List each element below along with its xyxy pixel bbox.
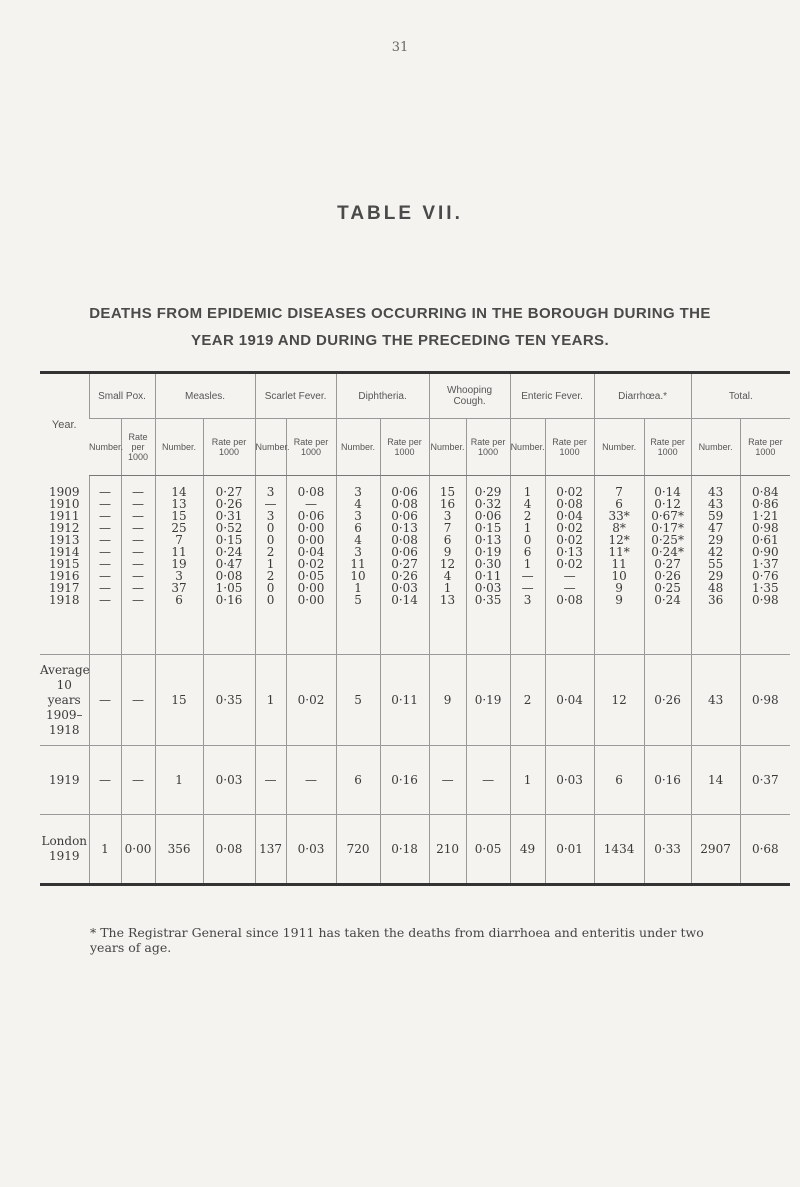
table-cell: 0·03 xyxy=(203,746,255,815)
row-label-line: 1909– xyxy=(45,707,83,722)
table-cell: 0·26 xyxy=(380,570,429,582)
table-cell: 0·08 xyxy=(380,534,429,546)
table-cell: 1 xyxy=(336,582,380,594)
table-cell: 0·30 xyxy=(466,558,510,570)
table-cell: 0·98 xyxy=(740,522,790,534)
table-cell: 0·06 xyxy=(380,546,429,558)
table-cell: 1 xyxy=(510,746,545,815)
table-cell: 0 xyxy=(255,594,286,606)
table-cell: 0·76 xyxy=(740,570,790,582)
number-subheader: Number. xyxy=(89,419,121,476)
table-cell: 16 xyxy=(429,498,466,510)
table-cell: — xyxy=(121,558,155,570)
table-cell: 0·25* xyxy=(644,534,691,546)
number-subheader: Number. xyxy=(510,419,545,476)
number-subheader: Number. xyxy=(155,419,203,476)
table-cell: 0·25 xyxy=(644,582,691,594)
table-cell: 0·03 xyxy=(545,746,594,815)
table-cell: 37 xyxy=(155,582,203,594)
table-cell: 3 xyxy=(429,510,466,522)
table-cell: 0·98 xyxy=(740,655,790,746)
table-cell: 14 xyxy=(155,486,203,498)
table-cell: — xyxy=(89,570,121,582)
table-cell: 0·05 xyxy=(286,570,336,582)
table-cell: 3 xyxy=(155,570,203,582)
table-cell: — xyxy=(89,558,121,570)
table-cell: 13 xyxy=(155,498,203,510)
number-subheader: Number. xyxy=(255,419,286,476)
table-cell: 0·08 xyxy=(545,498,594,510)
table-cell: — xyxy=(255,498,286,510)
table-cell: 0·06 xyxy=(466,510,510,522)
table-cell: — xyxy=(286,746,336,815)
table-cell: 15 xyxy=(155,510,203,522)
table-cell: 3 xyxy=(336,546,380,558)
row-label: 1912 xyxy=(48,521,80,535)
table-cell: 0·26 xyxy=(644,570,691,582)
table-cell: 1 xyxy=(255,655,286,746)
table-cell: 5 xyxy=(336,655,380,746)
table-cell: 3 xyxy=(336,486,380,498)
table-cell: 0·04 xyxy=(286,546,336,558)
row-label-line: London xyxy=(41,834,88,848)
table-cell: 6 xyxy=(594,498,644,510)
table-cell: — xyxy=(89,594,121,606)
rate-subheader: Rate per 1000 xyxy=(644,419,691,476)
row-label-line: Average xyxy=(40,662,90,677)
table-cell: — xyxy=(89,546,121,558)
table-cell: 210 xyxy=(429,815,466,885)
table-row xyxy=(40,594,790,606)
table-cell: 6 xyxy=(510,546,545,558)
rate-subheader: Rate per 1000 xyxy=(203,419,255,476)
table-cell: 0·19 xyxy=(466,546,510,558)
table-cell: 7 xyxy=(594,486,644,498)
group-header-small-pox: Small Pox. xyxy=(89,373,155,419)
table-cell: 0·02 xyxy=(545,534,594,546)
table-cell: 9 xyxy=(429,655,466,746)
table-cell: 3 xyxy=(336,510,380,522)
table-cell: — xyxy=(121,534,155,546)
table-cell: 0·24 xyxy=(644,594,691,606)
table-cell: 3 xyxy=(255,510,286,522)
table-row xyxy=(40,815,790,885)
table-cell: 0·52 xyxy=(203,522,255,534)
table-cell: 13 xyxy=(429,594,466,606)
rate-subheader: Rate per 1000 xyxy=(545,419,594,476)
table-cell: 4 xyxy=(510,498,545,510)
table-cell: 6 xyxy=(594,746,644,815)
table-subtitle: DEATHS FROM EPIDEMIC DISEASES OCCURRING IN THE BOROUGH DURING THE YEAR 1919 AND DURING THE PRECEDING TEN YEARS. xyxy=(89,305,711,349)
row-label: 1918 xyxy=(48,593,80,607)
table-cell: 43 xyxy=(691,655,740,746)
table-cell: 33* xyxy=(594,510,644,522)
table-cell: 0·33 xyxy=(644,815,691,885)
table-cell: 0·00 xyxy=(286,582,336,594)
table-cell: 0 xyxy=(255,582,286,594)
table-cell: 2 xyxy=(510,655,545,746)
table-cell: 43 xyxy=(691,498,740,510)
table-cell: 2 xyxy=(255,546,286,558)
table-cell: 0·00 xyxy=(286,534,336,546)
table-cell: 6 xyxy=(336,746,380,815)
table-cell: 10 xyxy=(336,570,380,582)
table-row xyxy=(40,746,790,815)
table-cell: 5 xyxy=(336,594,380,606)
table-cell: 0·16 xyxy=(203,594,255,606)
table-cell: 29 xyxy=(691,570,740,582)
table-cell: 15 xyxy=(155,655,203,746)
row-label: 1910 xyxy=(48,497,80,511)
table-cell: 25 xyxy=(155,522,203,534)
row-label: 1919 xyxy=(40,746,89,815)
table-cell: 0·00 xyxy=(286,522,336,534)
table-cell: 0·03 xyxy=(380,582,429,594)
table-cell: 0·32 xyxy=(466,498,510,510)
rate-subheader: Rate per 1000 xyxy=(466,419,510,476)
table-cell: 14 xyxy=(691,746,740,815)
table-cell: 15 xyxy=(429,486,466,498)
table-cell: 0·26 xyxy=(203,498,255,510)
table-cell: 0·68 xyxy=(740,815,790,885)
table-cell: 0·08 xyxy=(380,498,429,510)
table-cell: 3 xyxy=(255,486,286,498)
table-cell: 9 xyxy=(429,546,466,558)
table-cell: 4 xyxy=(429,570,466,582)
table-cell: 0·03 xyxy=(286,815,336,885)
table-cell: 36 xyxy=(691,594,740,606)
table-cell: 1 xyxy=(155,746,203,815)
table-cell: 42 xyxy=(691,546,740,558)
table-cell: 11 xyxy=(594,558,644,570)
group-header-total: Total. xyxy=(691,373,790,419)
table-cell: 0·02 xyxy=(545,522,594,534)
row-label: 1911 xyxy=(48,509,80,523)
table-cell: 0·00 xyxy=(286,594,336,606)
row-label-line: 1918 xyxy=(48,722,80,737)
table-cell: 0·00 xyxy=(121,815,155,885)
table-cell: 3 xyxy=(510,594,545,606)
table-cell: — xyxy=(121,546,155,558)
table-cell: 0·13 xyxy=(545,546,594,558)
table-cell: 1 xyxy=(255,558,286,570)
table-cell: 720 xyxy=(336,815,380,885)
row-label: 1916 xyxy=(48,569,80,583)
table-cell: 0·04 xyxy=(545,510,594,522)
table-cell: 0·24* xyxy=(644,546,691,558)
table-cell: — xyxy=(89,522,121,534)
table-cell: — xyxy=(89,486,121,498)
group-header-scarlet-fever: Scarlet Fever. xyxy=(255,373,336,419)
table-cell: 0·47 xyxy=(203,558,255,570)
table-cell: 29 xyxy=(691,534,740,546)
table-cell: 11 xyxy=(336,558,380,570)
table-cell: 7 xyxy=(155,534,203,546)
table-cell: 49 xyxy=(510,815,545,885)
number-subheader: Number. xyxy=(336,419,380,476)
table-cell: — xyxy=(255,746,286,815)
table-cell: 48 xyxy=(691,582,740,594)
table-cell: 2907 xyxy=(691,815,740,885)
table-cell: — xyxy=(121,582,155,594)
row-label-line: 1919 xyxy=(48,849,80,863)
table-cell: — xyxy=(121,594,155,606)
number-subheader: Number. xyxy=(691,419,740,476)
table-cell: 0·29 xyxy=(466,486,510,498)
group-header-whooping-cough: Whooping Cough. xyxy=(429,373,510,419)
table-cell: 0·61 xyxy=(740,534,790,546)
table-cell: 0·13 xyxy=(380,522,429,534)
table-cell: — xyxy=(121,486,155,498)
table-title: TABLE VII. xyxy=(337,203,463,224)
table-cell: 0·35 xyxy=(203,655,255,746)
row-label: 1913 xyxy=(48,533,80,547)
table-cell: — xyxy=(286,498,336,510)
table-cell: — xyxy=(545,570,594,582)
table-cell: 1·37 xyxy=(740,558,790,570)
row-label-line: 10 years xyxy=(47,677,81,707)
table-cell: 47 xyxy=(691,522,740,534)
table-cell: 0·02 xyxy=(286,655,336,746)
epidemic-deaths-table xyxy=(40,371,790,886)
row-label xyxy=(40,815,89,885)
group-header-enteric-fever: Enteric Fever. xyxy=(510,373,594,419)
table-cell: 9 xyxy=(594,594,644,606)
table-cell: — xyxy=(510,582,545,594)
table-cell: — xyxy=(466,746,510,815)
table-cell: — xyxy=(89,655,121,746)
table-cell: 0·04 xyxy=(545,655,594,746)
table-cell: 43 xyxy=(691,486,740,498)
table-row xyxy=(40,655,790,746)
table-cell: — xyxy=(429,746,466,815)
table-cell: 12 xyxy=(429,558,466,570)
table-cell: 0·17* xyxy=(644,522,691,534)
rate-subheader: Rate per 1000 xyxy=(121,419,155,476)
table-cell: 0·08 xyxy=(286,486,336,498)
table-cell: 0·90 xyxy=(740,546,790,558)
table-cell: — xyxy=(89,498,121,510)
table-cell: 1·21 xyxy=(740,510,790,522)
table-cell: 0·06 xyxy=(380,486,429,498)
table-cell: 1 xyxy=(429,582,466,594)
table-cell: 1 xyxy=(510,522,545,534)
table-cell: 0·98 xyxy=(740,594,790,606)
table-cell: 0·27 xyxy=(644,558,691,570)
table-cell: — xyxy=(510,570,545,582)
table-cell: 0·16 xyxy=(380,746,429,815)
number-subheader: Number. xyxy=(429,419,466,476)
table-cell: — xyxy=(121,522,155,534)
table-cell: — xyxy=(89,582,121,594)
table-cell: 0·15 xyxy=(203,534,255,546)
page-number: 31 xyxy=(391,40,409,55)
rate-subheader: Rate per 1000 xyxy=(286,419,336,476)
row-label: 1915 xyxy=(48,557,80,571)
table-cell: 1 xyxy=(510,486,545,498)
table-cell: — xyxy=(121,570,155,582)
table-cell: 0·16 xyxy=(644,746,691,815)
table-cell: 0·11 xyxy=(380,655,429,746)
table-cell: 0·12 xyxy=(644,498,691,510)
table-cell: — xyxy=(89,746,121,815)
table-cell: 0·05 xyxy=(466,815,510,885)
table-cell: 0·02 xyxy=(286,558,336,570)
table-cell: — xyxy=(121,510,155,522)
table-cell: 4 xyxy=(336,534,380,546)
rate-subheader: Rate per 1000 xyxy=(740,419,790,476)
table-cell: 0·14 xyxy=(644,486,691,498)
table-cell: 0·27 xyxy=(203,486,255,498)
table-cell: 0·01 xyxy=(545,815,594,885)
table-cell: — xyxy=(121,655,155,746)
table-cell: 0·02 xyxy=(545,486,594,498)
footnote: * The Registrar General since 1911 has taken the deaths from diarrhoea and enteritis under two years of age. xyxy=(90,925,704,955)
table-cell: 1·05 xyxy=(203,582,255,594)
table-cell: 0·67* xyxy=(644,510,691,522)
table-cell: 0·08 xyxy=(203,815,255,885)
table-cell: 2 xyxy=(510,510,545,522)
table-cell: 1·35 xyxy=(740,582,790,594)
table-cell: 0·84 xyxy=(740,486,790,498)
table-cell: 0·35 xyxy=(466,594,510,606)
table-cell: 55 xyxy=(691,558,740,570)
table-cell: 0 xyxy=(255,534,286,546)
table-cell: 0·31 xyxy=(203,510,255,522)
table-cell: 19 xyxy=(155,558,203,570)
table-cell: 0·14 xyxy=(380,594,429,606)
group-header-diphtheria: Diphtheria. xyxy=(336,373,429,419)
table-cell: 0·27 xyxy=(380,558,429,570)
table-cell: 0·37 xyxy=(740,746,790,815)
table-cell: — xyxy=(89,510,121,522)
table-cell: — xyxy=(545,582,594,594)
table-cell: 0·08 xyxy=(545,594,594,606)
table-cell: 0·15 xyxy=(466,522,510,534)
year-header: Year. xyxy=(40,373,89,476)
table-cell: 0·06 xyxy=(286,510,336,522)
row-label: 1914 xyxy=(48,545,80,559)
table-cell: — xyxy=(121,498,155,510)
group-header-diarrhoea: Diarrhœa.* xyxy=(594,373,691,419)
table-cell: 0·03 xyxy=(466,582,510,594)
table-cell: — xyxy=(89,534,121,546)
table-cell: 356 xyxy=(155,815,203,885)
table-cell: 0·86 xyxy=(740,498,790,510)
table-cell: 0·18 xyxy=(380,815,429,885)
table-cell: 0·13 xyxy=(466,534,510,546)
row-label xyxy=(40,655,89,746)
row-label: 1917 xyxy=(48,581,80,595)
table-cell: 12 xyxy=(594,655,644,746)
table-cell: 0·24 xyxy=(203,546,255,558)
table-cell: 10 xyxy=(594,570,644,582)
table-cell: 0·11 xyxy=(466,570,510,582)
number-subheader: Number. xyxy=(594,419,644,476)
table-cell: 0 xyxy=(255,522,286,534)
table-cell: 6 xyxy=(429,534,466,546)
table-cell: 6 xyxy=(155,594,203,606)
table-cell: 1 xyxy=(510,558,545,570)
table-cell: 0·26 xyxy=(644,655,691,746)
table-cell: 0·06 xyxy=(380,510,429,522)
table-cell: 7 xyxy=(429,522,466,534)
table-cell: 0·08 xyxy=(203,570,255,582)
group-header-measles: Measles. xyxy=(155,373,255,419)
table-cell: 9 xyxy=(594,582,644,594)
table-cell: 6 xyxy=(336,522,380,534)
table-cell: 8* xyxy=(594,522,644,534)
table-cell: 0 xyxy=(510,534,545,546)
table-cell: 11 xyxy=(155,546,203,558)
table-cell: 1434 xyxy=(594,815,644,885)
table-cell: 1 xyxy=(89,815,121,885)
table-cell: — xyxy=(121,746,155,815)
table-cell: 0·02 xyxy=(545,558,594,570)
rate-subheader: Rate per 1000 xyxy=(380,419,429,476)
table-cell: 11* xyxy=(594,546,644,558)
table-cell: 12* xyxy=(594,534,644,546)
table-cell: 59 xyxy=(691,510,740,522)
table-cell: 137 xyxy=(255,815,286,885)
row-label: 1909 xyxy=(48,485,80,499)
table-cell: 0·19 xyxy=(466,655,510,746)
table-cell: 4 xyxy=(336,498,380,510)
table-cell: 2 xyxy=(255,570,286,582)
